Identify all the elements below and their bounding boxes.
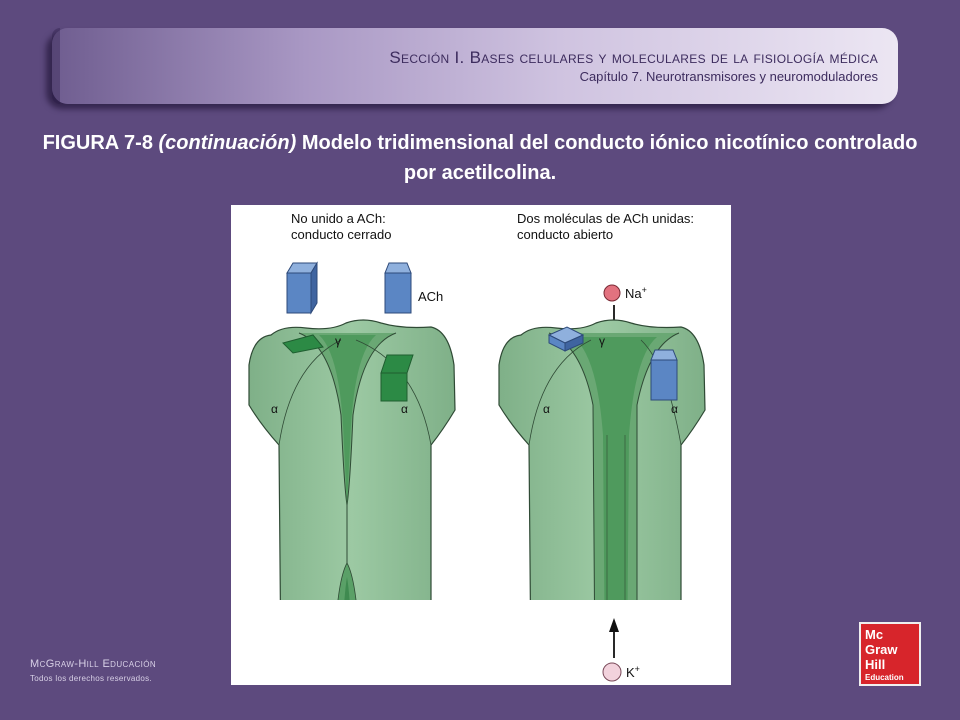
chapter-title: Capítulo 7. Neurotransmisores y neuromoduladores — [579, 69, 878, 84]
logo-line4: Education — [865, 673, 904, 682]
closed-gamma-label: γ — [335, 334, 341, 348]
header-banner — [52, 28, 898, 104]
publisher-name: McGraw-Hill Educación — [30, 658, 157, 670]
closed-alpha-left-label: α — [271, 402, 278, 416]
logo-line3: Hill — [865, 657, 886, 672]
open-title-line2: conducto abierto — [517, 227, 614, 242]
ach-label: ACh — [418, 289, 444, 304]
open-title-line1: Dos moléculas de ACh unidas: — [517, 211, 695, 226]
figure-number: FIGURA 7-8 — [42, 132, 153, 154]
logo-line1: Mc — [865, 627, 884, 642]
open-gamma-label: γ — [599, 334, 605, 348]
sodium-ion — [604, 285, 620, 301]
ach-molecule-free-2 — [385, 263, 411, 313]
potassium-label: K+ — [626, 664, 640, 680]
mcgraw-hill-logo — [859, 622, 921, 686]
figure-continuation: (continuación) — [158, 132, 297, 154]
closed-alpha-right-label: α — [401, 402, 408, 416]
closed-title-line1: No unido a ACh: — [291, 211, 386, 226]
logo-line2: Graw — [865, 642, 898, 657]
figure-caption — [40, 128, 920, 188]
figure-caption-text: Modelo tridimensional del conducto iónico nicotínico controlado por acetilcolina. — [301, 132, 918, 184]
protein-lower-edge — [231, 600, 731, 608]
open-alpha-right-label: α — [671, 402, 678, 416]
ach-molecule-free-1 — [287, 263, 317, 313]
potassium-ion — [603, 663, 621, 681]
rights-text: Todos los derechos reservados. — [30, 674, 152, 683]
section-title: Sección I. Bases celulares y moleculares de la fisiología médica — [389, 48, 878, 67]
ach-molecule-bound-alpha — [651, 350, 677, 400]
potassium-efflux-group — [231, 600, 731, 685]
sodium-label: Na+ — [625, 285, 647, 301]
open-alpha-left-label: α — [543, 402, 550, 416]
closed-title-line2: conducto cerrado — [291, 227, 392, 242]
